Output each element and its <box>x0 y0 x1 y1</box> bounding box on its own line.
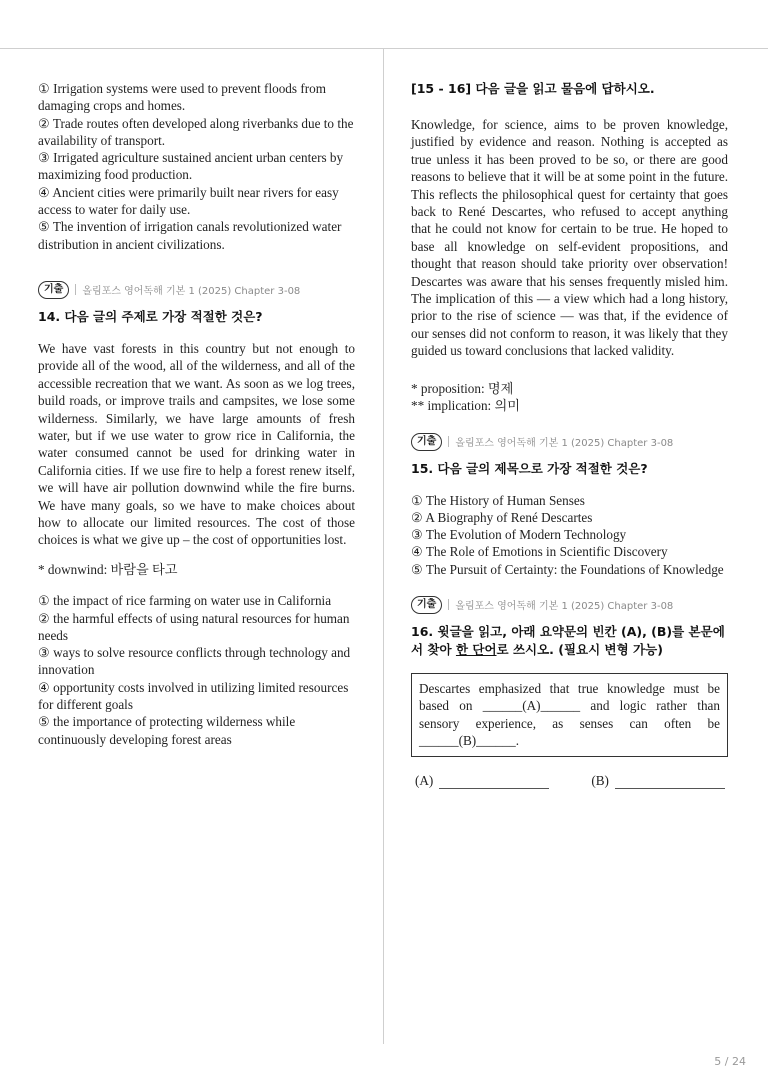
exam-tag-badge: 기출 <box>411 596 442 614</box>
answer-a-label: (A) <box>415 772 434 788</box>
option-1: ① the impact of rice farming on water use in California <box>38 593 332 609</box>
question-set-title: [15 - 16] 다음 글을 읽고 물음에 답하시오. <box>411 81 655 96</box>
right-column <box>411 80 728 789</box>
question-16-title <box>411 623 728 659</box>
page-number: 5 / 24 <box>714 1055 746 1068</box>
tag-separator <box>448 599 449 610</box>
question-16-source-line <box>411 596 728 614</box>
question-15-options <box>411 492 728 578</box>
option-5: ⑤ the importance of protecting wilderness while continuously developing forest areas <box>38 714 296 747</box>
previous-question-options <box>38 80 355 253</box>
tag-separator <box>448 436 449 447</box>
exam-tag-badge: 기출 <box>411 433 442 451</box>
option-3: ③ ways to solve resource conflicts through technology and innovation <box>38 645 351 678</box>
option-4: ④ The Role of Emotions in Scientific Discovery <box>411 544 668 560</box>
answer-b-label: (B) <box>591 772 609 788</box>
question-15-source-line <box>411 433 728 451</box>
answer-b-line[interactable] <box>615 776 725 789</box>
title-underlined-text: 한 단어 <box>455 641 497 657</box>
question-14-options <box>38 592 355 748</box>
source-label: 올림포스 영어독해 기본 1 (2025) Chapter 3-08 <box>455 601 674 613</box>
option-4: ④ Ancient cities were primarily built near rivers for easy access to water for daily use. <box>38 184 339 218</box>
left-column <box>38 80 355 748</box>
answer-b[interactable] <box>591 773 725 789</box>
title-text-end: 로 쓰시오. (필요시 변형 가능) <box>496 641 663 657</box>
summary-box: Descartes emphasized that true knowledge must be based on ______(A)______ and logic rather than sensory experience, as senses can often be ______(B)______. <box>411 673 728 757</box>
footnote: * downwind: 바람을 타고 <box>38 561 178 577</box>
question-15-title: 15. 다음 글의 제목으로 가장 적절한 것은? <box>411 460 648 476</box>
column-divider <box>383 48 384 1044</box>
option-5: ⑤ The Pursuit of Certainty: the Foundations of Knowledge <box>411 561 724 577</box>
answer-a-line[interactable] <box>439 776 549 789</box>
question-14-source-line <box>38 281 355 299</box>
footnote-proposition: * proposition: 명제 <box>411 380 514 396</box>
option-2: ② Trade routes often developed along riverbanks due to the availability of transport. <box>38 115 354 148</box>
option-1: ① Irrigation systems were used to prevent floods from damaging crops and homes. <box>38 81 326 114</box>
answer-blanks <box>411 773 728 789</box>
option-3: ③ Irrigated agriculture sustained ancient urban centers by maximizing food production. <box>38 150 344 183</box>
answer-a[interactable] <box>415 773 549 789</box>
option-2: ② the harmful effects of using natural resources for human needs <box>38 610 350 643</box>
option-1: ① The History of Human Senses <box>411 492 585 508</box>
question-14-title: 14. 다음 글의 주제로 가장 적절한 것은? <box>38 308 263 324</box>
option-2: ② A Biography of René Descartes <box>411 509 593 525</box>
option-5: ⑤ The invention of irrigation canals revolutionized water distribution in ancient civilizations. <box>38 219 342 252</box>
question-14-passage: We have vast forests in this country but not enough to provide all of the wood, all of the wilderness, and all of the accessible recreation that we want. As soon as we log trees, build roads, or improve trails and campsites, we lose some wilderness. Similarly, we have large amounts of fresh water, but if we use water to grow rice in California, the water consumed cannot be used for drinking water in California cities. If we use fire to help a forest renew itself, we will have air pollution downwind while the fire burns. We have many goals, so we have to make choices about how to allocate our limited resources. The cost of those choices is what we give up – the cost of opportunities lost. <box>38 340 355 548</box>
source-label: 올림포스 영어독해 기본 1 (2025) Chapter 3-08 <box>82 286 301 298</box>
title-text: 16. 윗글을 읽고, 아래 요약문의 빈칸 (A), (B)를 본문에서 찾아 <box>411 623 725 657</box>
header-rule <box>0 48 768 49</box>
footnote-implication: ** implication: 의미 <box>411 398 520 414</box>
exam-tag-badge: 기출 <box>38 281 69 299</box>
tag-separator <box>75 284 76 295</box>
descartes-passage: Knowledge, for science, aims to be proven knowledge, justified by evidence and reason. Nothing is accepted as true unless it has been proved to be so, or there are good reasons to believe that it will be at some point in the future. This reflects the philosophical quest for certainty that goes back to René Descartes, who refused to accept anything that he could not know for certain to be true. He hoped to base all knowledge on self-evident propositions, and thought that reason should take priority over observation! Descartes was aware that his senses frequently misled him. The implication of this — a view which had a long history, prior to the rise of science — was that, if the evidence of our senses did not conform to reason, it was likely that they guided us toward conclusions that lacked validity. <box>411 117 728 359</box>
option-4: ④ opportunity costs involved in utilizing limited resources for different goals <box>38 679 349 713</box>
source-label: 올림포스 영어독해 기본 1 (2025) Chapter 3-08 <box>455 438 674 449</box>
option-3: ③ The Evolution of Modern Technology <box>411 527 627 543</box>
